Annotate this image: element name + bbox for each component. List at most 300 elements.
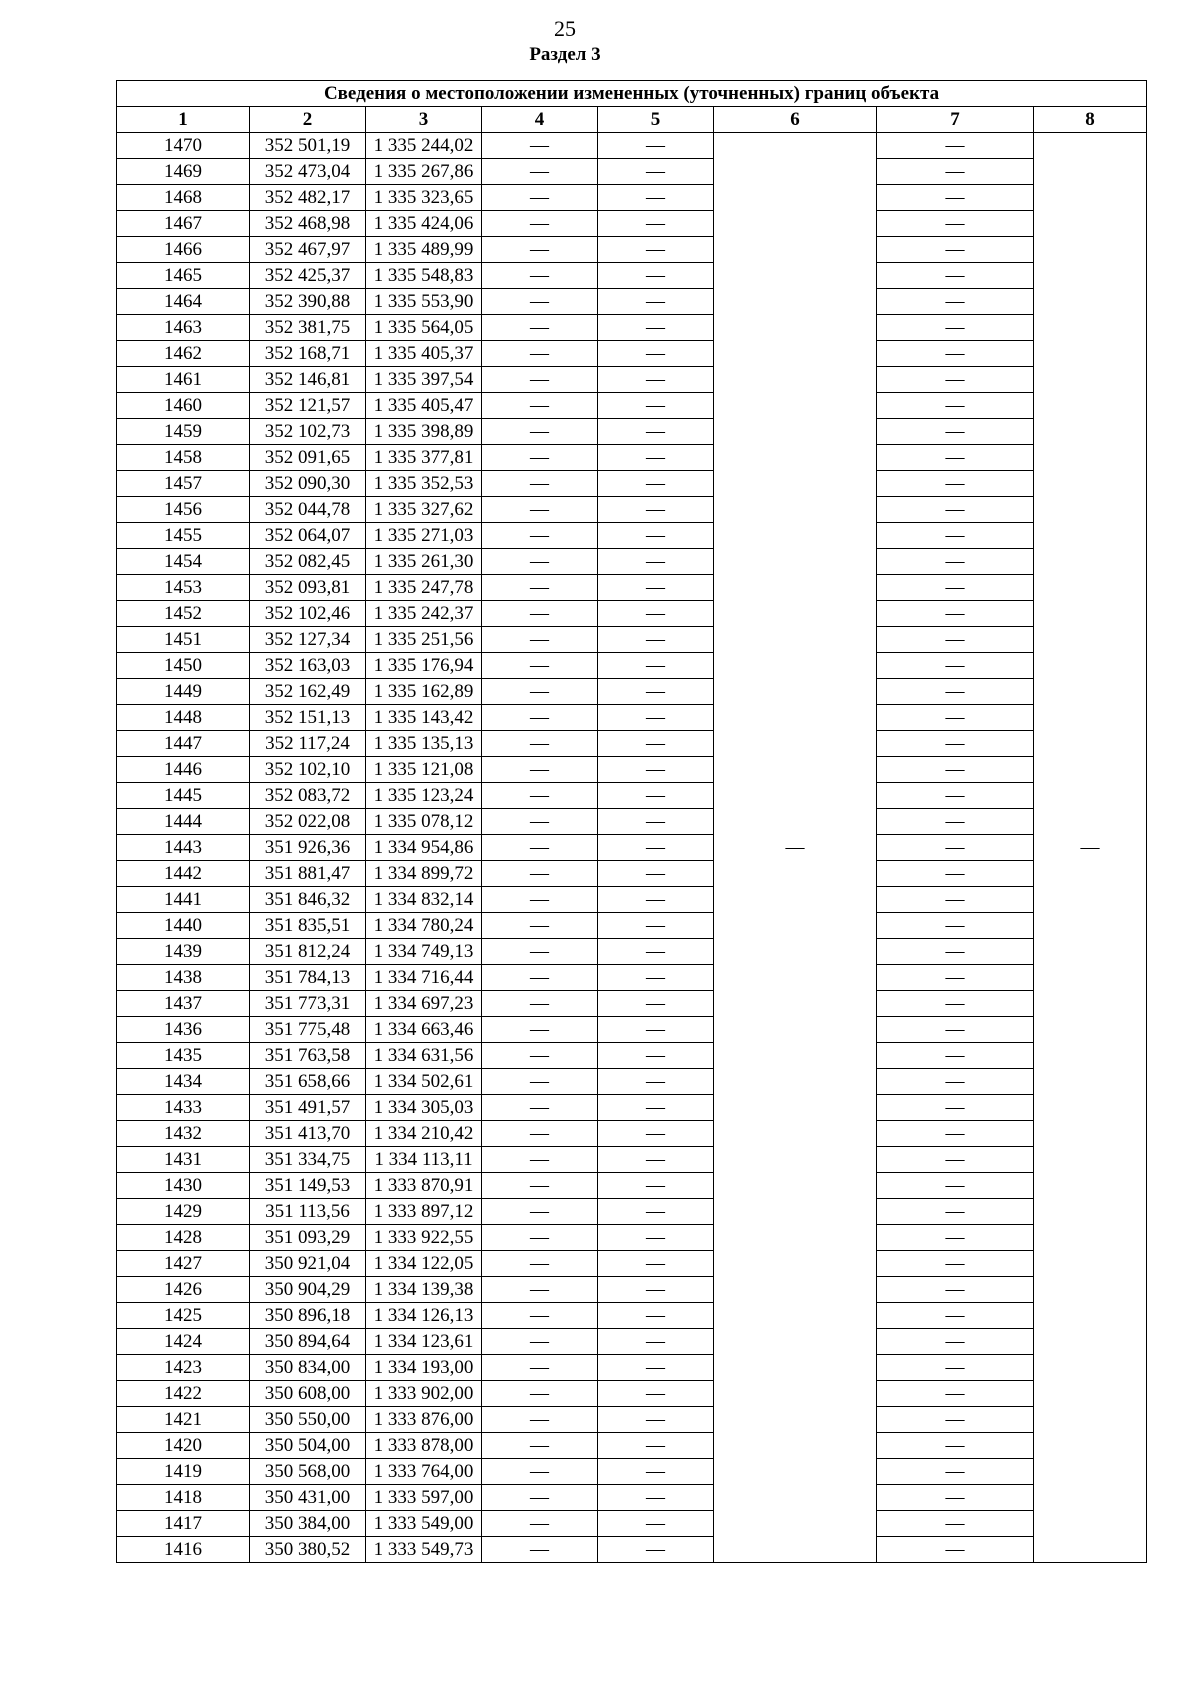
col7-dash-cell: — — [877, 289, 1034, 315]
x-coordinate-cell: 350 904,29 — [250, 1277, 366, 1303]
col7-dash-cell: — — [877, 705, 1034, 731]
col7-dash-cell: — — [877, 731, 1034, 757]
table-row — [117, 1017, 1147, 1043]
point-number-cell: 1431 — [117, 1147, 250, 1173]
y-coordinate-cell: 1 335 377,81 — [366, 445, 482, 471]
column-header-4: 4 — [482, 107, 598, 133]
col5-dash-cell: — — [598, 861, 714, 887]
col4-dash-cell: — — [482, 627, 598, 653]
x-coordinate-cell: 352 102,73 — [250, 419, 366, 445]
x-coordinate-cell: 352 127,34 — [250, 627, 366, 653]
col7-dash-cell: — — [877, 1485, 1034, 1511]
table-row — [117, 1173, 1147, 1199]
col7-dash-cell: — — [877, 627, 1034, 653]
y-coordinate-cell: 1 335 271,03 — [366, 523, 482, 549]
x-coordinate-cell: 350 834,00 — [250, 1355, 366, 1381]
point-number-cell: 1419 — [117, 1459, 250, 1485]
col7-dash-cell: — — [877, 835, 1034, 861]
table-row — [117, 939, 1147, 965]
col5-dash-cell: — — [598, 1277, 714, 1303]
table-row — [117, 1355, 1147, 1381]
col7-dash-cell: — — [877, 1147, 1034, 1173]
column-header-7: 7 — [877, 107, 1034, 133]
x-coordinate-cell: 352 117,24 — [250, 731, 366, 757]
x-coordinate-cell: 351 113,56 — [250, 1199, 366, 1225]
table-body — [117, 133, 1147, 1563]
y-coordinate-cell: 1 334 305,03 — [366, 1095, 482, 1121]
table-row — [117, 1199, 1147, 1225]
table-row — [117, 913, 1147, 939]
col7-dash-cell: — — [877, 1251, 1034, 1277]
column-header-6: 6 — [714, 107, 877, 133]
col7-dash-cell: — — [877, 211, 1034, 237]
point-number-cell: 1425 — [117, 1303, 250, 1329]
table-row — [117, 991, 1147, 1017]
col7-dash-cell: — — [877, 1407, 1034, 1433]
point-number-cell: 1442 — [117, 861, 250, 887]
x-coordinate-cell: 351 413,70 — [250, 1121, 366, 1147]
column-header-8: 8 — [1034, 107, 1147, 133]
col4-dash-cell: — — [482, 523, 598, 549]
point-number-cell: 1468 — [117, 185, 250, 211]
x-coordinate-cell: 350 384,00 — [250, 1511, 366, 1537]
y-coordinate-cell: 1 335 323,65 — [366, 185, 482, 211]
table-row — [117, 575, 1147, 601]
y-coordinate-cell: 1 335 261,30 — [366, 549, 482, 575]
col4-dash-cell: — — [482, 185, 598, 211]
col4-dash-cell: — — [482, 1277, 598, 1303]
y-coordinate-cell: 1 334 210,42 — [366, 1121, 482, 1147]
table-row — [117, 1225, 1147, 1251]
point-number-cell: 1462 — [117, 341, 250, 367]
col4-dash-cell: — — [482, 549, 598, 575]
x-coordinate-cell: 352 082,45 — [250, 549, 366, 575]
col5-dash-cell: — — [598, 1173, 714, 1199]
point-number-cell: 1440 — [117, 913, 250, 939]
point-number-cell: 1454 — [117, 549, 250, 575]
col4-dash-cell: — — [482, 1511, 598, 1537]
col5-dash-cell: — — [598, 1017, 714, 1043]
table-row — [117, 315, 1147, 341]
point-number-cell: 1424 — [117, 1329, 250, 1355]
table-row — [117, 705, 1147, 731]
table-row — [117, 1329, 1147, 1355]
point-number-cell: 1446 — [117, 757, 250, 783]
x-coordinate-cell: 352 468,98 — [250, 211, 366, 237]
table-row — [117, 1147, 1147, 1173]
point-number-cell: 1461 — [117, 367, 250, 393]
point-number-cell: 1435 — [117, 1043, 250, 1069]
col5-dash-cell: — — [598, 237, 714, 263]
col4-dash-cell: — — [482, 263, 598, 289]
col5-dash-cell: — — [598, 1121, 714, 1147]
y-coordinate-cell: 1 334 123,61 — [366, 1329, 482, 1355]
col7-dash-cell: — — [877, 1381, 1034, 1407]
col5-dash-cell: — — [598, 757, 714, 783]
col4-dash-cell: — — [482, 1069, 598, 1095]
table-row — [117, 1069, 1147, 1095]
table-row — [117, 861, 1147, 887]
y-coordinate-cell: 1 333 902,00 — [366, 1381, 482, 1407]
col4-dash-cell: — — [482, 211, 598, 237]
point-number-cell: 1421 — [117, 1407, 250, 1433]
point-number-cell: 1427 — [117, 1251, 250, 1277]
point-number-cell: 1466 — [117, 237, 250, 263]
y-coordinate-cell: 1 335 405,47 — [366, 393, 482, 419]
col7-dash-cell: — — [877, 653, 1034, 679]
col4-dash-cell: — — [482, 133, 598, 159]
col4-dash-cell: — — [482, 1381, 598, 1407]
x-coordinate-cell: 352 083,72 — [250, 783, 366, 809]
point-number-cell: 1453 — [117, 575, 250, 601]
y-coordinate-cell: 1 335 244,02 — [366, 133, 482, 159]
point-number-cell: 1437 — [117, 991, 250, 1017]
x-coordinate-cell: 352 121,57 — [250, 393, 366, 419]
x-coordinate-cell: 350 894,64 — [250, 1329, 366, 1355]
x-coordinate-cell: 351 835,51 — [250, 913, 366, 939]
table-row — [117, 1121, 1147, 1147]
point-number-cell: 1457 — [117, 471, 250, 497]
col4-dash-cell: — — [482, 159, 598, 185]
y-coordinate-cell: 1 335 327,62 — [366, 497, 482, 523]
col5-dash-cell: — — [598, 523, 714, 549]
table-row — [117, 341, 1147, 367]
col7-dash-cell: — — [877, 315, 1034, 341]
table-row — [117, 1537, 1147, 1563]
col5-dash-cell: — — [598, 1485, 714, 1511]
table-row — [117, 1485, 1147, 1511]
point-number-cell: 1465 — [117, 263, 250, 289]
col5-dash-cell: — — [598, 1511, 714, 1537]
y-coordinate-cell: 1 333 870,91 — [366, 1173, 482, 1199]
col5-dash-cell: — — [598, 497, 714, 523]
col7-dash-cell: — — [877, 1121, 1034, 1147]
y-coordinate-cell: 1 335 397,54 — [366, 367, 482, 393]
y-coordinate-cell: 1 335 123,24 — [366, 783, 482, 809]
point-number-cell: 1449 — [117, 679, 250, 705]
x-coordinate-cell: 352 146,81 — [250, 367, 366, 393]
col5-dash-cell: — — [598, 965, 714, 991]
col4-dash-cell: — — [482, 1537, 598, 1563]
col4-dash-cell: — — [482, 965, 598, 991]
col5-dash-cell: — — [598, 731, 714, 757]
col8-merged-cell: — — [1034, 133, 1147, 1563]
col5-dash-cell: — — [598, 263, 714, 289]
x-coordinate-cell: 350 431,00 — [250, 1485, 366, 1511]
col4-dash-cell: — — [482, 705, 598, 731]
col4-dash-cell: — — [482, 731, 598, 757]
x-coordinate-cell: 350 921,04 — [250, 1251, 366, 1277]
table-row — [117, 1251, 1147, 1277]
col7-dash-cell: — — [877, 939, 1034, 965]
col5-dash-cell: — — [598, 705, 714, 731]
col5-dash-cell: — — [598, 991, 714, 1017]
col7-dash-cell: — — [877, 523, 1034, 549]
col4-dash-cell: — — [482, 1485, 598, 1511]
y-coordinate-cell: 1 335 135,13 — [366, 731, 482, 757]
col4-dash-cell: — — [482, 1173, 598, 1199]
column-header-5: 5 — [598, 107, 714, 133]
y-coordinate-cell: 1 335 352,53 — [366, 471, 482, 497]
point-number-cell: 1445 — [117, 783, 250, 809]
y-coordinate-cell: 1 335 405,37 — [366, 341, 482, 367]
x-coordinate-cell: 351 773,31 — [250, 991, 366, 1017]
point-number-cell: 1422 — [117, 1381, 250, 1407]
col7-dash-cell: — — [877, 1511, 1034, 1537]
col7-dash-cell: — — [877, 185, 1034, 211]
x-coordinate-cell: 352 102,46 — [250, 601, 366, 627]
y-coordinate-cell: 1 334 122,05 — [366, 1251, 482, 1277]
col4-dash-cell: — — [482, 393, 598, 419]
x-coordinate-cell: 351 093,29 — [250, 1225, 366, 1251]
col4-dash-cell: — — [482, 1433, 598, 1459]
table-row — [117, 809, 1147, 835]
point-number-cell: 1455 — [117, 523, 250, 549]
x-coordinate-cell: 352 482,17 — [250, 185, 366, 211]
col4-dash-cell: — — [482, 1017, 598, 1043]
x-coordinate-cell: 352 044,78 — [250, 497, 366, 523]
table-row — [117, 653, 1147, 679]
col4-dash-cell: — — [482, 237, 598, 263]
y-coordinate-cell: 1 335 143,42 — [366, 705, 482, 731]
point-number-cell: 1436 — [117, 1017, 250, 1043]
col7-dash-cell: — — [877, 601, 1034, 627]
x-coordinate-cell: 352 390,88 — [250, 289, 366, 315]
col4-dash-cell: — — [482, 445, 598, 471]
x-coordinate-cell: 350 896,18 — [250, 1303, 366, 1329]
column-header-2: 2 — [250, 107, 366, 133]
x-coordinate-cell: 352 473,04 — [250, 159, 366, 185]
table-row — [117, 783, 1147, 809]
col4-dash-cell: — — [482, 575, 598, 601]
col7-dash-cell: — — [877, 133, 1034, 159]
point-number-cell: 1448 — [117, 705, 250, 731]
y-coordinate-cell: 1 334 899,72 — [366, 861, 482, 887]
table-row — [117, 679, 1147, 705]
col5-dash-cell: — — [598, 211, 714, 237]
col7-dash-cell: — — [877, 445, 1034, 471]
col7-dash-cell: — — [877, 965, 1034, 991]
col6-merged-cell: — — [714, 133, 877, 1563]
point-number-cell: 1417 — [117, 1511, 250, 1537]
y-coordinate-cell: 1 335 162,89 — [366, 679, 482, 705]
point-number-cell: 1432 — [117, 1121, 250, 1147]
y-coordinate-cell: 1 334 139,38 — [366, 1277, 482, 1303]
col7-dash-cell: — — [877, 913, 1034, 939]
col5-dash-cell: — — [598, 575, 714, 601]
y-coordinate-cell: 1 335 548,83 — [366, 263, 482, 289]
column-header-1: 1 — [117, 107, 250, 133]
y-coordinate-cell: 1 335 398,89 — [366, 419, 482, 445]
col4-dash-cell: — — [482, 315, 598, 341]
table-row — [117, 211, 1147, 237]
point-number-cell: 1464 — [117, 289, 250, 315]
y-coordinate-cell: 1 334 716,44 — [366, 965, 482, 991]
col4-dash-cell: — — [482, 1251, 598, 1277]
col7-dash-cell: — — [877, 341, 1034, 367]
col5-dash-cell: — — [598, 1433, 714, 1459]
y-coordinate-cell: 1 335 247,78 — [366, 575, 482, 601]
col7-dash-cell: — — [877, 575, 1034, 601]
point-number-cell: 1458 — [117, 445, 250, 471]
point-number-cell: 1456 — [117, 497, 250, 523]
table-row — [117, 523, 1147, 549]
x-coordinate-cell: 352 162,49 — [250, 679, 366, 705]
x-coordinate-cell: 351 846,32 — [250, 887, 366, 913]
col5-dash-cell: — — [598, 679, 714, 705]
y-coordinate-cell: 1 333 597,00 — [366, 1485, 482, 1511]
col5-dash-cell: — — [598, 1407, 714, 1433]
point-number-cell: 1467 — [117, 211, 250, 237]
column-header-row — [117, 107, 1147, 133]
col4-dash-cell: — — [482, 497, 598, 523]
col5-dash-cell: — — [598, 549, 714, 575]
col4-dash-cell: — — [482, 1225, 598, 1251]
col7-dash-cell: — — [877, 1329, 1034, 1355]
col5-dash-cell: — — [598, 835, 714, 861]
x-coordinate-cell: 352 090,30 — [250, 471, 366, 497]
col4-dash-cell: — — [482, 679, 598, 705]
col7-dash-cell: — — [877, 1355, 1034, 1381]
y-coordinate-cell: 1 335 251,56 — [366, 627, 482, 653]
col4-dash-cell: — — [482, 419, 598, 445]
table-row — [117, 419, 1147, 445]
y-coordinate-cell: 1 335 564,05 — [366, 315, 482, 341]
col4-dash-cell: — — [482, 1043, 598, 1069]
col7-dash-cell: — — [877, 1017, 1034, 1043]
table-row — [117, 627, 1147, 653]
col4-dash-cell: — — [482, 809, 598, 835]
col5-dash-cell: — — [598, 783, 714, 809]
col7-dash-cell: — — [877, 1225, 1034, 1251]
col7-dash-cell: — — [877, 393, 1034, 419]
table-row — [117, 497, 1147, 523]
y-coordinate-cell: 1 335 267,86 — [366, 159, 482, 185]
x-coordinate-cell: 351 881,47 — [250, 861, 366, 887]
point-number-cell: 1450 — [117, 653, 250, 679]
col4-dash-cell: — — [482, 289, 598, 315]
x-coordinate-cell: 351 149,53 — [250, 1173, 366, 1199]
col7-dash-cell: — — [877, 367, 1034, 393]
col7-dash-cell: — — [877, 1173, 1034, 1199]
table-row — [117, 1433, 1147, 1459]
col7-dash-cell: — — [877, 1095, 1034, 1121]
point-number-cell: 1451 — [117, 627, 250, 653]
col5-dash-cell: — — [598, 1095, 714, 1121]
column-header-3: 3 — [366, 107, 482, 133]
point-number-cell: 1444 — [117, 809, 250, 835]
x-coordinate-cell: 352 467,97 — [250, 237, 366, 263]
point-number-cell: 1441 — [117, 887, 250, 913]
col5-dash-cell: — — [598, 1355, 714, 1381]
col5-dash-cell: — — [598, 419, 714, 445]
col4-dash-cell: — — [482, 835, 598, 861]
col7-dash-cell: — — [877, 809, 1034, 835]
point-number-cell: 1459 — [117, 419, 250, 445]
boundary-coordinates-table — [116, 80, 1147, 1563]
col7-dash-cell: — — [877, 991, 1034, 1017]
x-coordinate-cell: 352 022,08 — [250, 809, 366, 835]
x-coordinate-cell: 350 568,00 — [250, 1459, 366, 1485]
x-coordinate-cell: 352 102,10 — [250, 757, 366, 783]
y-coordinate-cell: 1 334 749,13 — [366, 939, 482, 965]
x-coordinate-cell: 352 425,37 — [250, 263, 366, 289]
table-row — [117, 263, 1147, 289]
col4-dash-cell: — — [482, 601, 598, 627]
table-row — [117, 1407, 1147, 1433]
x-coordinate-cell: 352 381,75 — [250, 315, 366, 341]
col5-dash-cell: — — [598, 913, 714, 939]
col5-dash-cell: — — [598, 289, 714, 315]
col5-dash-cell: — — [598, 1147, 714, 1173]
x-coordinate-cell: 352 064,07 — [250, 523, 366, 549]
col5-dash-cell: — — [598, 315, 714, 341]
col5-dash-cell: — — [598, 939, 714, 965]
col7-dash-cell: — — [877, 1537, 1034, 1563]
y-coordinate-cell: 1 334 954,86 — [366, 835, 482, 861]
table-row — [117, 159, 1147, 185]
section-title: Раздел 3 — [529, 44, 601, 65]
y-coordinate-cell: 1 333 922,55 — [366, 1225, 482, 1251]
x-coordinate-cell: 351 763,58 — [250, 1043, 366, 1069]
col7-dash-cell: — — [877, 679, 1034, 705]
table-row — [117, 1303, 1147, 1329]
table-row — [117, 471, 1147, 497]
x-coordinate-cell: 351 658,66 — [250, 1069, 366, 1095]
point-number-cell: 1463 — [117, 315, 250, 341]
table-row — [117, 367, 1147, 393]
col4-dash-cell: — — [482, 783, 598, 809]
table-row — [117, 393, 1147, 419]
col5-dash-cell: — — [598, 627, 714, 653]
col7-dash-cell: — — [877, 159, 1034, 185]
table-row — [117, 1511, 1147, 1537]
table-caption: Сведения о местоположении измененных (уточненных) границ объекта — [117, 81, 1147, 107]
y-coordinate-cell: 1 334 663,46 — [366, 1017, 482, 1043]
col5-dash-cell: — — [598, 185, 714, 211]
point-number-cell: 1416 — [117, 1537, 250, 1563]
col5-dash-cell: — — [598, 1303, 714, 1329]
col7-dash-cell: — — [877, 497, 1034, 523]
point-number-cell: 1434 — [117, 1069, 250, 1095]
table-row — [117, 1381, 1147, 1407]
y-coordinate-cell: 1 335 078,12 — [366, 809, 482, 835]
y-coordinate-cell: 1 333 764,00 — [366, 1459, 482, 1485]
col5-dash-cell: — — [598, 393, 714, 419]
y-coordinate-cell: 1 333 549,00 — [366, 1511, 482, 1537]
col4-dash-cell: — — [482, 653, 598, 679]
col4-dash-cell: — — [482, 991, 598, 1017]
col5-dash-cell: — — [598, 133, 714, 159]
y-coordinate-cell: 1 334 832,14 — [366, 887, 482, 913]
col4-dash-cell: — — [482, 1121, 598, 1147]
col4-dash-cell: — — [482, 861, 598, 887]
point-number-cell: 1447 — [117, 731, 250, 757]
y-coordinate-cell: 1 335 242,37 — [366, 601, 482, 627]
col5-dash-cell: — — [598, 1199, 714, 1225]
col7-dash-cell: — — [877, 1277, 1034, 1303]
col5-dash-cell: — — [598, 1043, 714, 1069]
col4-dash-cell: — — [482, 1459, 598, 1485]
y-coordinate-cell: 1 334 193,00 — [366, 1355, 482, 1381]
col7-dash-cell: — — [877, 237, 1034, 263]
col7-dash-cell: — — [877, 1459, 1034, 1485]
point-number-cell: 1438 — [117, 965, 250, 991]
y-coordinate-cell: 1 334 502,61 — [366, 1069, 482, 1095]
y-coordinate-cell: 1 333 878,00 — [366, 1433, 482, 1459]
x-coordinate-cell: 352 168,71 — [250, 341, 366, 367]
col5-dash-cell: — — [598, 1225, 714, 1251]
